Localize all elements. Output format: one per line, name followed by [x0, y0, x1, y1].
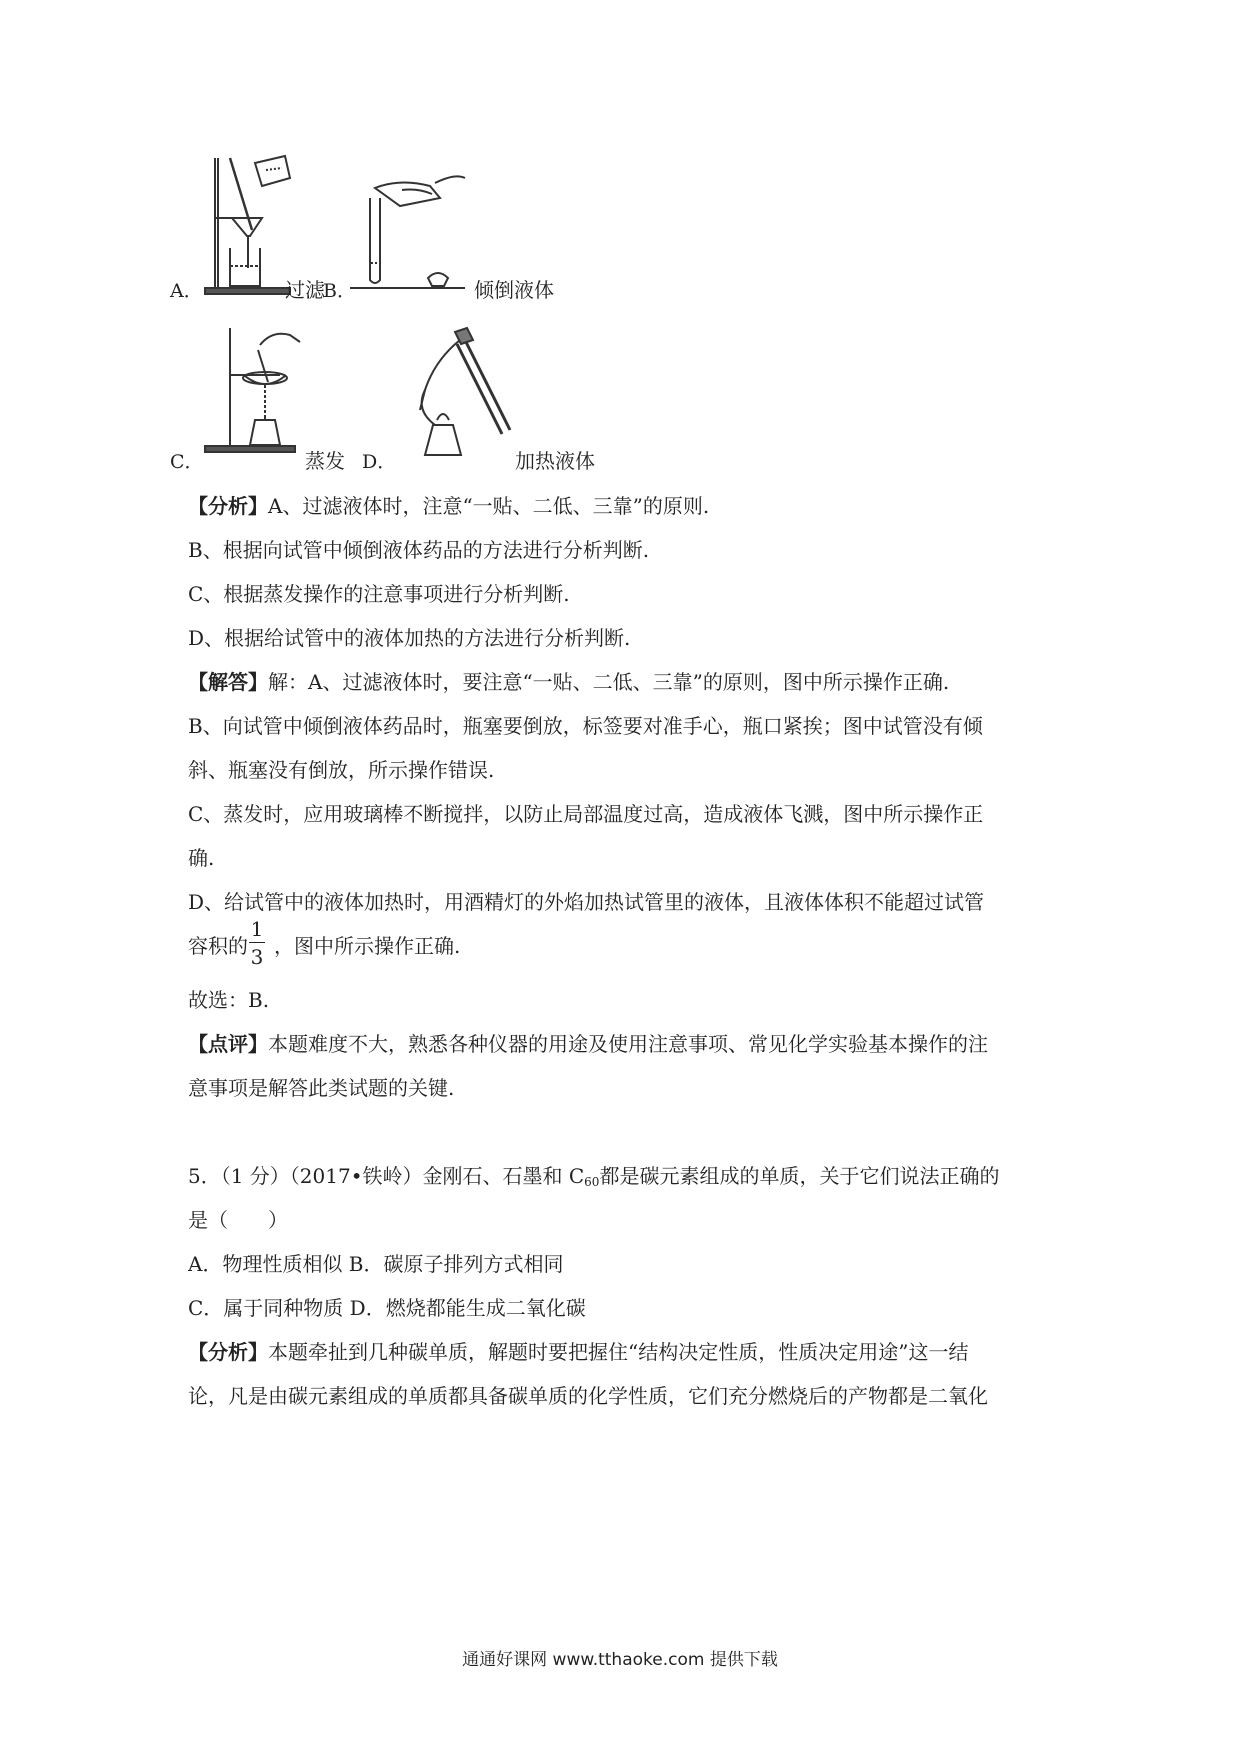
question-5-stem-pre: 5．（1 分）（2017•铁岭）金刚石、石墨和 C: [188, 1164, 585, 1188]
comment-title: 【点评】: [188, 1032, 268, 1056]
option-c-letter: C．: [170, 451, 204, 473]
answer-title: 【解答】: [188, 670, 268, 694]
question-5-options-1: A．物理性质相似 B．碳原子排列方式相同: [188, 1252, 564, 1276]
analysis-line-4: D、根据给试管中的液体加热的方法进行分析判断.: [188, 626, 631, 650]
analysis-line-3: C、根据蒸发操作的注意事项进行分析判断.: [188, 582, 570, 606]
question-5-subscript: 60: [584, 1175, 600, 1189]
answer-text: 解：A、过滤液体时，要注意“一贴、二低、三靠”的原则，图中所示操作正确.: [268, 670, 950, 694]
question-5-options-2: C．属于同种物质 D．燃烧都能生成二氧化碳: [188, 1296, 586, 1320]
comment-line-2: 意事项是解答此类试题的关键.: [188, 1076, 455, 1100]
answer-choice: 故选：B.: [188, 988, 270, 1012]
analysis-line-2: B、根据向试管中倾倒液体药品的方法进行分析判断.: [188, 538, 650, 562]
answer-line-4: C、蒸发时，应用玻璃棒不断搅拌，以防止局部温度过高，造成液体飞溅，图中所示操作正: [188, 802, 984, 826]
analysis-5-line-2: 论，凡是由碳元素组成的单质都具备碳单质的化学性质，它们充分燃烧后的产物都是二氧化: [188, 1384, 988, 1408]
figure-c-caption: 蒸发: [305, 449, 345, 473]
figure-b-caption: 倾倒液体: [474, 278, 554, 302]
option-a-letter: A．: [170, 280, 203, 302]
option-b-letter: B．: [323, 280, 356, 302]
analysis-line-1: [188, 492, 1068, 520]
fraction-numerator: 1: [250, 917, 264, 941]
filtration-apparatus-icon: [200, 148, 300, 298]
question-5-stem-post: 都是碳元素组成的单质，关于它们说法正确的: [599, 1164, 1000, 1188]
heating-liquid-icon: [405, 320, 520, 462]
analysis-5-line-1: [188, 1338, 1068, 1366]
question-5-stem: [188, 1162, 1068, 1196]
analysis-5-text: 本题牵扯到几种碳单质，解题时要把握住“结构决定性质，性质决定用途”这一结: [268, 1340, 969, 1364]
figure-a-caption: 过滤: [285, 278, 325, 302]
answer-line-3: 斜、瓶塞没有倒放，所示操作错误.: [188, 758, 495, 782]
option-d-letter: D．: [362, 451, 397, 473]
answer-line-1: [188, 668, 1068, 696]
pouring-liquid-icon: [340, 168, 470, 292]
answer-line-6: D、给试管中的液体加热时，用酒精灯的外焰加热试管里的液体，且液体体积不能超过试管: [188, 890, 985, 914]
fraction-denominator: 3: [250, 945, 264, 969]
answer-line-7: [188, 932, 1068, 960]
fraction-bar: [249, 942, 265, 943]
question-5-stem-line-2: 是（ ）: [188, 1208, 288, 1232]
page-footer: 通通好课网 www.tthaoke.com 提供下载: [462, 1650, 778, 1670]
comment-text: 本题难度不大，熟悉各种仪器的用途及使用注意事项、常见化学实验基本操作的注: [268, 1032, 988, 1056]
analysis-text: A、过滤液体时，注意“一贴、二低、三靠”的原则.: [268, 494, 710, 518]
comment-line-1: [188, 1030, 1068, 1058]
answer-line-2: B、向试管中倾倒液体药品时，瓶塞要倒放，标签要对准手心，瓶口紧挨；图中试管没有倾: [188, 714, 983, 738]
figure-d-caption: 加热液体: [515, 449, 595, 473]
answer-line-7-post: ，图中所示操作正确.: [274, 934, 461, 958]
analysis-5-title: 【分析】: [188, 1340, 268, 1364]
analysis-title: 【分析】: [188, 494, 268, 518]
answer-line-5: 确.: [188, 846, 215, 870]
evaporation-apparatus-icon: [200, 320, 305, 460]
answer-line-7-pre: 容积的: [188, 934, 248, 958]
